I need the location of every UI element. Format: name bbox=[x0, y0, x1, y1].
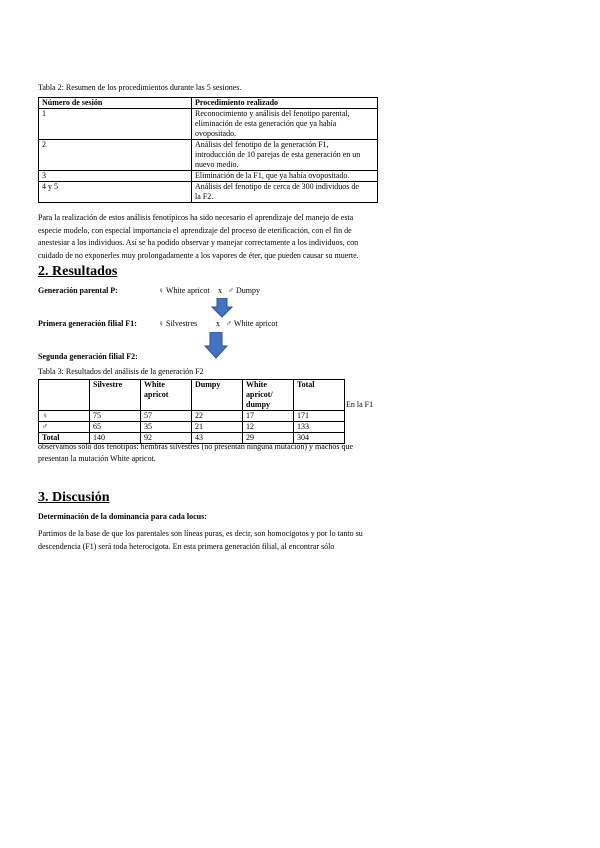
table2-caption: Tabla 2: Resumen de los procedimientos durante las 5 sesiones. bbox=[38, 83, 242, 92]
table-cell: 22 bbox=[192, 411, 243, 422]
parental-female: ♀ White apricot bbox=[158, 286, 210, 295]
paragraph-line: presentan la mutación White apricot. bbox=[38, 454, 156, 463]
row-label-male: ♂ bbox=[39, 422, 90, 433]
f1-female: ♀ Silvestres bbox=[158, 319, 198, 328]
paragraph-line: Para la realización de estos análisis fenotípicos ha sido necesario el aprendizaje del manejo de esta bbox=[38, 213, 354, 222]
section-heading-results: 2. Resultados bbox=[38, 264, 118, 279]
header-silvestre: Silvestre bbox=[90, 380, 141, 411]
discussion-subtitle: Determinación de la dominancia para cada locus: bbox=[38, 512, 207, 521]
f1-male: ♂ White apricot bbox=[226, 319, 278, 328]
table-header-row bbox=[39, 98, 378, 109]
header-session: Número de sesión bbox=[39, 98, 192, 109]
f1-cross: x bbox=[216, 319, 220, 328]
table-cell: 133 bbox=[294, 422, 345, 433]
section-heading-discussion: 3. Discusión bbox=[38, 490, 110, 505]
paragraph-line: anestesiar a los individuos. Así se ha podido observar y manejar correctamente a los individuos, con bbox=[38, 238, 359, 247]
procedure-cell bbox=[192, 109, 378, 140]
procedures-table bbox=[38, 97, 378, 203]
table-row bbox=[39, 109, 378, 140]
down-arrow-icon bbox=[211, 298, 233, 318]
table-cell: 65 bbox=[90, 422, 141, 433]
header-blank bbox=[39, 380, 90, 411]
discussion-paragraph bbox=[38, 528, 363, 553]
procedure-line: ovopositado. bbox=[195, 129, 237, 138]
table-header-row bbox=[39, 380, 345, 411]
arrow-shape bbox=[205, 332, 227, 358]
results-paragraph bbox=[38, 441, 353, 465]
procedure-line: Eliminación de la F1, que ya había ovopositado. bbox=[195, 171, 350, 180]
down-arrow-icon bbox=[204, 332, 228, 359]
table-row bbox=[39, 140, 378, 171]
paragraph-line: descendencia (F1) será toda heterocigota. En esta primera generación filial, al encontrar sólo bbox=[38, 541, 335, 551]
table-row bbox=[39, 171, 378, 182]
procedure-cell bbox=[192, 171, 378, 182]
procedure-line: nuevo medio. bbox=[195, 160, 239, 169]
parental-male: ♂ Dumpy bbox=[228, 286, 260, 295]
procedure-cell bbox=[192, 182, 378, 203]
parental-cross: x bbox=[218, 286, 222, 295]
table-cell: 171 bbox=[294, 411, 345, 422]
table-cell: 17 bbox=[243, 411, 294, 422]
table-cell: 75 bbox=[90, 411, 141, 422]
methods-paragraph bbox=[38, 212, 359, 262]
header-line: White bbox=[246, 380, 267, 389]
table-row bbox=[39, 182, 378, 203]
header-line: apricot bbox=[144, 390, 169, 399]
f1-label: Primera generación filial F1: bbox=[38, 319, 137, 328]
f2-label: Segunda generación filial F2: bbox=[38, 352, 138, 361]
session-cell: 1 bbox=[39, 109, 192, 140]
paragraph-line: especie modelo, con especial importancia el aprendizaje del proceso de eterificación, con el fin de bbox=[38, 225, 352, 235]
procedure-line: Reconocimiento y análisis del fenotipo parental, bbox=[195, 109, 350, 118]
table-row bbox=[39, 422, 345, 433]
arrow-shape bbox=[212, 298, 232, 317]
header-white-apricot bbox=[141, 380, 192, 411]
procedure-line: Análisis del fenotipo de cerca de 300 individuos de bbox=[195, 182, 359, 191]
table3-caption: Tabla 3: Resultados del análisis de la generación F2 bbox=[38, 367, 204, 376]
parental-label: Generación parental P: bbox=[38, 286, 118, 295]
table3-side-note: En la F1 bbox=[346, 400, 374, 409]
paragraph-line: Partimos de la base de que los parentales son líneas puras, es decir, son homocigotos y por lo tanto su bbox=[38, 529, 363, 538]
session-cell: 3 bbox=[39, 171, 192, 182]
header-line: dumpy bbox=[246, 400, 271, 409]
procedure-cell bbox=[192, 140, 378, 171]
table-cell: 140 bbox=[90, 433, 141, 444]
header-line: White bbox=[144, 380, 165, 389]
table-cell: 57 bbox=[141, 411, 192, 422]
header-procedure: Procedimiento realizado bbox=[192, 98, 378, 109]
table-cell: 35 bbox=[141, 422, 192, 433]
session-cell: 4 y 5 bbox=[39, 182, 192, 203]
table-row bbox=[39, 411, 345, 422]
header-line: apricot/ bbox=[246, 390, 273, 399]
f2-results-table bbox=[38, 379, 345, 444]
header-white-apricot-dumpy bbox=[243, 380, 294, 411]
paragraph-line: cuidado de no exponerles muy prolongadamente a los vapores de éter, que pueden causar su muerte. bbox=[38, 250, 359, 260]
paragraph-line: observamos sólo dos fenotipos: hembras silvestres (no presentan ninguna mutación) y machos que bbox=[38, 442, 354, 451]
row-label-female: ♀ bbox=[39, 411, 90, 422]
table-cell: 29 bbox=[243, 433, 294, 444]
table-cell: 43 bbox=[192, 433, 243, 444]
procedure-line: introducción de 10 parejas de esta generación en un bbox=[195, 150, 361, 159]
session-cell: 2 bbox=[39, 140, 192, 171]
row-label-total: Total bbox=[39, 433, 90, 444]
table-cell: 92 bbox=[141, 433, 192, 444]
procedure-line: Análisis del fenotipo de la generación F1, bbox=[195, 140, 329, 149]
table-cell: 21 bbox=[192, 422, 243, 433]
header-total: Total bbox=[294, 380, 345, 411]
table-cell: 12 bbox=[243, 422, 294, 433]
procedure-line: eliminación de esta generación que ya había bbox=[195, 119, 337, 128]
procedure-line: la F2. bbox=[195, 192, 214, 201]
header-dumpy: Dumpy bbox=[192, 380, 243, 411]
table-cell: 304 bbox=[294, 433, 345, 444]
